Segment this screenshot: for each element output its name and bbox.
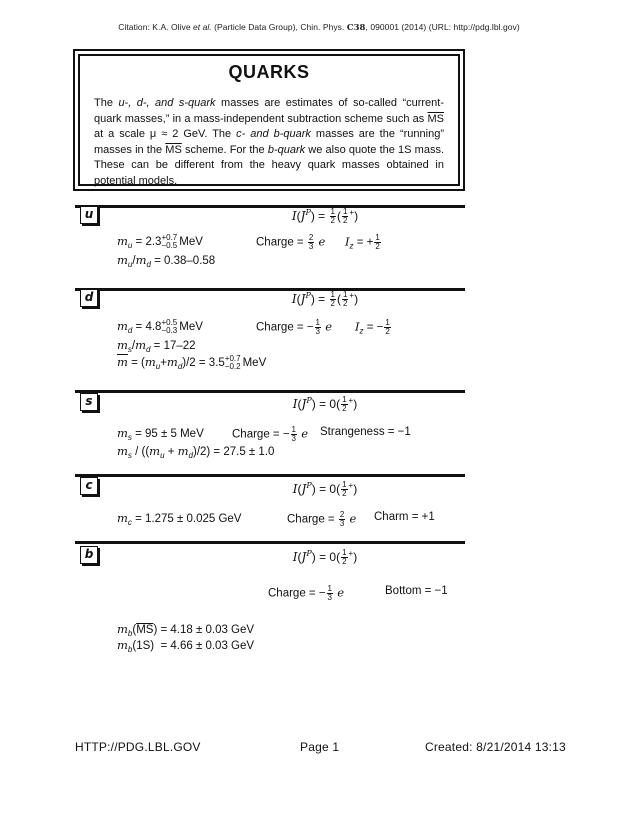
section-divider-b [75,541,465,544]
quark-badge-c: c [80,477,98,495]
citation [0,22,638,33]
mass-ratio-s-d: $m_s/m_d = 17-22$ [117,338,196,354]
intro-box [73,49,465,191]
charge-u: Charge = $\frac{2}{3}$ e [256,233,326,251]
mass-b-msbar: $m_b(\overline{MS}) = 4.18 \pm 0.03$ GeV [117,622,255,638]
quantum-numbers-u: $I(J^P)$ = $\frac{1}{2}$ ( $\frac{1}{2}$ +) [291,207,359,226]
citation-etal: et al. [193,22,212,32]
mass-b-1s: $m_b(1S) = 4.66 \pm 0.03$ GeV [117,638,255,654]
quantum-numbers-d: $I(J^P)$ = $\frac{1}{2}$ ( $\frac{1}{2}$ +) [291,290,359,309]
citation-url: , 090001 (2014) (URL: http://pdg.lbl.gov) [365,22,520,32]
intro-paragraph: The u-, d-, and s-quark masses are estimates of so-called “current-quark masses,” in a mass-independent subtraction scheme such as $\overline{MS}$ at a scale μ ≈ 2 GeV. The c- and b-quark masses are the “running” masses in the $\overline{MS}$ scheme. For the b-quark we also quote the 1S mass. These can be different from the heavy quark masses obtained in potential models. [94,97,445,187]
charge-d: Charge = − $\frac{1}{3}$ e [256,318,333,336]
section-divider-s [75,390,465,393]
mass-u: $m_u = 2.3$ +0.7 −0.5 MeV [117,233,203,251]
average-light-mass: $\overline{m} = (m_u+m_d)/2 = 3.5$ +0.7 −0.2 MeV [117,354,267,372]
charge-s: Charge = − $\frac{1}{3}$ e [232,425,309,443]
quark-badge-d: d [80,289,98,307]
quantum-numbers-s: $I(J^P) = 0$( $\frac{1}{2}$ +) [292,395,358,414]
isospin-u: $I_z$ = + $\frac{1}{2}$ [345,233,380,251]
mass-d: $m_d = 4.8$ +0.5 −0.3 MeV [117,318,203,336]
quantum-numbers-b: $I(J^P) = 0$( $\frac{1}{2}$ +) [292,548,358,567]
citation-journal: (Particle Data Group), Chin. Phys. [211,22,347,32]
mass-ratio-u-d: $m_u/m_d = 0.38-0.58$ [117,253,216,269]
strangeness-s: Strangeness = −1 [320,426,411,438]
citation-volume: C38 [346,23,366,33]
charge-c: Charge = $\frac{2}{3}$ e [287,510,357,528]
quark-badge-s: s [80,393,98,411]
isospin-d: $I_z$ = − $\frac{1}{2}$ [355,318,390,336]
mass-s: $m_s = 95 \pm 5$ MeV [117,426,204,442]
quark-badge-u: u [80,206,98,224]
page-title: QUARKS [228,62,310,82]
footer-created-date: Created: 8/21/2014 13:13 [425,740,566,754]
citation-authors: Citation: K.A. Olive [118,22,194,32]
quark-badge-b: b [80,546,98,564]
section-divider-c [75,474,465,477]
footer-page-number: Page 1 [300,740,340,754]
footer-url[interactable]: HTTP://PDG.LBL.GOV [75,740,201,754]
mass-ratio-s-avg: $m_s / ((m_u + m_d)/2) = 27.5 \pm 1.0$ [117,444,275,460]
quantum-numbers-c: $I(J^P) = 0$( $\frac{1}{2}$ +) [292,480,358,499]
charm-c: Charm = +1 [374,511,435,523]
mass-c: $m_c = 1.275 \pm 0.025$ GeV [117,511,242,527]
bottom-b: Bottom = −1 [385,585,448,597]
intro-box-inner [78,54,460,186]
charge-b: Charge = − $\frac{1}{3}$ e [268,584,345,602]
